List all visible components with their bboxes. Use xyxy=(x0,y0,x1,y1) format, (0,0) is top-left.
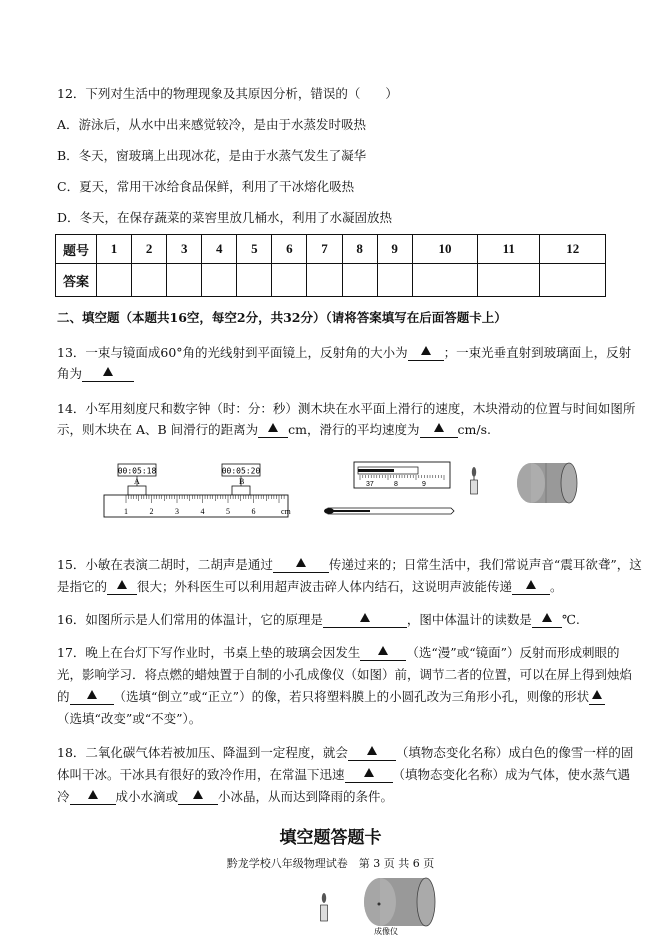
answer-table-number: 10 xyxy=(412,235,477,264)
q16-text: ℃. xyxy=(561,612,580,627)
answer-table-header-label: 题号 xyxy=(56,235,97,264)
ruler-label: 2 xyxy=(149,507,154,516)
answer-cell[interactable] xyxy=(97,264,132,297)
q18-line-1 xyxy=(57,745,633,761)
q13-line-2 xyxy=(57,366,134,382)
q18-line-2 xyxy=(57,767,630,783)
q12-option-c: C．夏天，常用干冰给食品保鲜，利用了干冰熔化吸热 xyxy=(57,179,355,194)
q14-text: 示，则木块在 A、B 间滑行的距离为 xyxy=(57,422,259,437)
q18-text: 成小水滴或 xyxy=(115,789,179,804)
q18-text: （填物态变化名称）成为气体，使水蒸气遇 xyxy=(392,767,631,782)
q15-text: 是指它的 xyxy=(57,579,108,594)
blank-marker-icon xyxy=(296,558,306,567)
blank-marker-icon xyxy=(526,580,536,589)
answer-table-number: 11 xyxy=(478,235,540,264)
answer-cell[interactable] xyxy=(377,264,412,297)
clock-a: 00:05:18 xyxy=(117,466,157,476)
ruler-label: 5 xyxy=(226,507,230,516)
q16-text: ，图中体温计的读数是 xyxy=(406,612,532,627)
answer-blank[interactable] xyxy=(345,768,393,783)
answer-blank[interactable] xyxy=(273,558,329,573)
q17-line-4: （选填“改变”或“不变”）。 xyxy=(57,711,202,726)
q18-text: 冷 xyxy=(57,789,70,804)
answer-card-title: 填空题答题卡 xyxy=(279,828,382,848)
blank-marker-icon xyxy=(117,580,127,589)
answer-blank[interactable] xyxy=(348,746,396,761)
q18-text: 18．二氧化碳气体若被加压、降温到一定程度，就会 xyxy=(57,745,348,760)
answer-cell[interactable] xyxy=(478,264,540,297)
q14-line-1: 14．小军用刻度尺和数字钟（时：分：秒）测木块在水平面上滑行的速度，木块滑动的位置与时间如图所 xyxy=(57,401,636,416)
answer-cell[interactable] xyxy=(412,264,477,297)
blank-marker-icon xyxy=(434,423,444,432)
pinhole-camera-icon xyxy=(517,463,577,503)
answer-blank[interactable] xyxy=(360,646,406,661)
q17-text: （选填“倒立”或“正立”）的像，若只将塑料膜上的小圆孔改为三角形小孔，则像的形状 xyxy=(113,689,590,704)
ruler-label: 3 xyxy=(175,507,179,516)
figure-row xyxy=(96,458,596,528)
q17-text: 的 xyxy=(57,689,70,704)
q16-line xyxy=(57,612,580,628)
q18-text: 小冰晶，从而达到降雨的条件。 xyxy=(218,789,394,804)
clock-b: 00:05:20 xyxy=(221,466,261,476)
answer-blank[interactable] xyxy=(258,423,288,438)
answer-cell[interactable] xyxy=(167,264,202,297)
thermometer-figure xyxy=(324,462,454,514)
answer-table-number: 2 xyxy=(132,235,167,264)
q14-text: cm，滑行的平均速度为 xyxy=(288,422,420,437)
pinhole-camera-icon xyxy=(364,878,435,926)
q13-text: ；一束光垂直射到玻璃面上，反射 xyxy=(443,345,632,360)
q15-text: 。 xyxy=(550,579,563,594)
q12-option-a: A．游泳后，从水中出来感觉较冷，是由于水蒸发时吸热 xyxy=(57,117,367,132)
answer-blank[interactable] xyxy=(70,690,114,705)
ruler xyxy=(104,495,288,517)
q15-line-1 xyxy=(57,557,642,573)
thermometer-label: 8 xyxy=(394,481,398,488)
candle-icon xyxy=(321,893,328,921)
q18-line-3 xyxy=(57,789,393,805)
page-footer: 黔龙学校八年级物理试卷 第 3 页 共 6 页 xyxy=(226,857,435,870)
q13-line-1 xyxy=(57,345,631,361)
ruler-label: cm xyxy=(281,507,291,516)
answer-blank[interactable] xyxy=(82,367,134,382)
answer-table-number: 3 xyxy=(167,235,202,264)
answer-table-number: 4 xyxy=(202,235,237,264)
blank-marker-icon xyxy=(88,790,98,799)
block-a xyxy=(128,486,146,495)
answer-blank[interactable] xyxy=(408,346,444,361)
answer-cell[interactable] xyxy=(202,264,237,297)
q16-text: 16．如图所示是人们常用的体温计，它的原理是 xyxy=(57,612,323,627)
answer-blank[interactable] xyxy=(178,790,218,805)
thermometer-label: 37 xyxy=(366,481,374,488)
ruler-label: 1 xyxy=(124,507,128,516)
blank-marker-icon xyxy=(364,768,374,777)
q17-line-2: 光，影响学习．将点燃的蜡烛置于自制的小孔成像仪（如图）前，调节二者的位置，可以在屏上得到烛焰 xyxy=(57,667,633,682)
answer-cell[interactable] xyxy=(237,264,272,297)
answer-table-number: 1 xyxy=(97,235,132,264)
q17-line-1 xyxy=(57,645,619,661)
answer-table-number: 5 xyxy=(237,235,272,264)
q12-option-d: D．冬天，在保存蔬菜的菜窖里放几桶水，利用了水凝固放热 xyxy=(57,210,393,225)
answer-cell[interactable] xyxy=(132,264,167,297)
ruler-label: 4 xyxy=(200,507,205,516)
q13-text: 13．一束与镜面成60°角的光线射到平面镜上，反射角的大小为 xyxy=(57,345,408,360)
q14-line-2 xyxy=(57,422,491,438)
answer-table-row-label: 答案 xyxy=(56,264,97,297)
blank-marker-icon xyxy=(378,646,388,655)
label-a: A xyxy=(134,477,140,486)
answer-table xyxy=(55,234,606,297)
answer-table-number: 6 xyxy=(272,235,307,264)
answer-table-answer-row xyxy=(56,264,606,297)
bottom-figure xyxy=(316,874,446,935)
q18-text: （填物态变化名称）成白色的像雪一样的固 xyxy=(395,745,634,760)
answer-blank[interactable] xyxy=(512,580,550,595)
answer-cell[interactable] xyxy=(272,264,307,297)
blank-marker-icon xyxy=(87,690,97,699)
answer-cell[interactable] xyxy=(540,264,606,297)
answer-table-number: 8 xyxy=(342,235,377,264)
answer-table-header-row xyxy=(56,235,606,264)
block-b xyxy=(232,486,250,495)
answer-table-number: 9 xyxy=(377,235,412,264)
q15-text: 传递过来的；日常生活中，我们常说声音“震耳欲聋”，这 xyxy=(328,557,642,572)
q17-text: （选“漫”或“镜面”）反射而形成刺眼的 xyxy=(406,645,620,660)
label-b: B xyxy=(239,477,245,486)
answer-blank[interactable] xyxy=(323,613,407,628)
answer-blank[interactable] xyxy=(70,790,116,805)
q14-text: cm/s. xyxy=(457,422,491,437)
answer-cell[interactable] xyxy=(342,264,377,297)
answer-blank[interactable] xyxy=(420,423,458,438)
q17-text: 17．晚上在台灯下写作业时，书桌上垫的玻璃会因发生 xyxy=(57,645,361,660)
q18-text: 体叫干冰。干冰具有很好的致冷作用，在常温下迅速 xyxy=(57,767,345,782)
bottom-caption: 成像仪 xyxy=(374,927,398,935)
section-2-heading: 二、填空题（本题共16空，每空2分，共32分）（请将答案填写在后面答题卡上） xyxy=(57,310,507,325)
answer-table-number: 7 xyxy=(307,235,342,264)
q15-line-2 xyxy=(57,579,563,595)
blank-marker-icon xyxy=(360,613,370,622)
blank-marker-icon xyxy=(421,346,431,355)
ruler-label: 6 xyxy=(251,507,256,516)
blank-marker-icon xyxy=(268,423,278,432)
ruler-figure xyxy=(104,464,292,517)
blank-marker-icon xyxy=(542,613,552,622)
blank-marker-icon xyxy=(592,690,602,699)
q12-option-b: B．冬天，窗玻璃上出现冰花，是由于水蒸气发生了凝华 xyxy=(57,148,367,163)
answer-table-number: 12 xyxy=(540,235,606,264)
blank-marker-icon xyxy=(367,746,377,755)
q17-line-3 xyxy=(57,689,605,705)
thermometer-label: 9 xyxy=(422,481,426,488)
candle-icon xyxy=(471,467,478,494)
q15-text: 15．小敏在表演二胡时，二胡声是通过 xyxy=(57,557,273,572)
blank-marker-icon xyxy=(193,790,203,799)
q12-stem: 12．下列对生活中的物理现象及其原因分析，错误的（ ） xyxy=(57,86,398,101)
answer-blank[interactable] xyxy=(589,690,605,705)
answer-blank[interactable] xyxy=(107,580,137,595)
answer-blank[interactable] xyxy=(532,613,562,628)
answer-cell[interactable] xyxy=(307,264,342,297)
q13-text: 角为 xyxy=(57,366,83,381)
blank-marker-icon xyxy=(103,367,113,376)
q15-text: 很大；外科医生可以利用超声波击碎人体内结石，这说明声波能传递 xyxy=(137,579,513,594)
